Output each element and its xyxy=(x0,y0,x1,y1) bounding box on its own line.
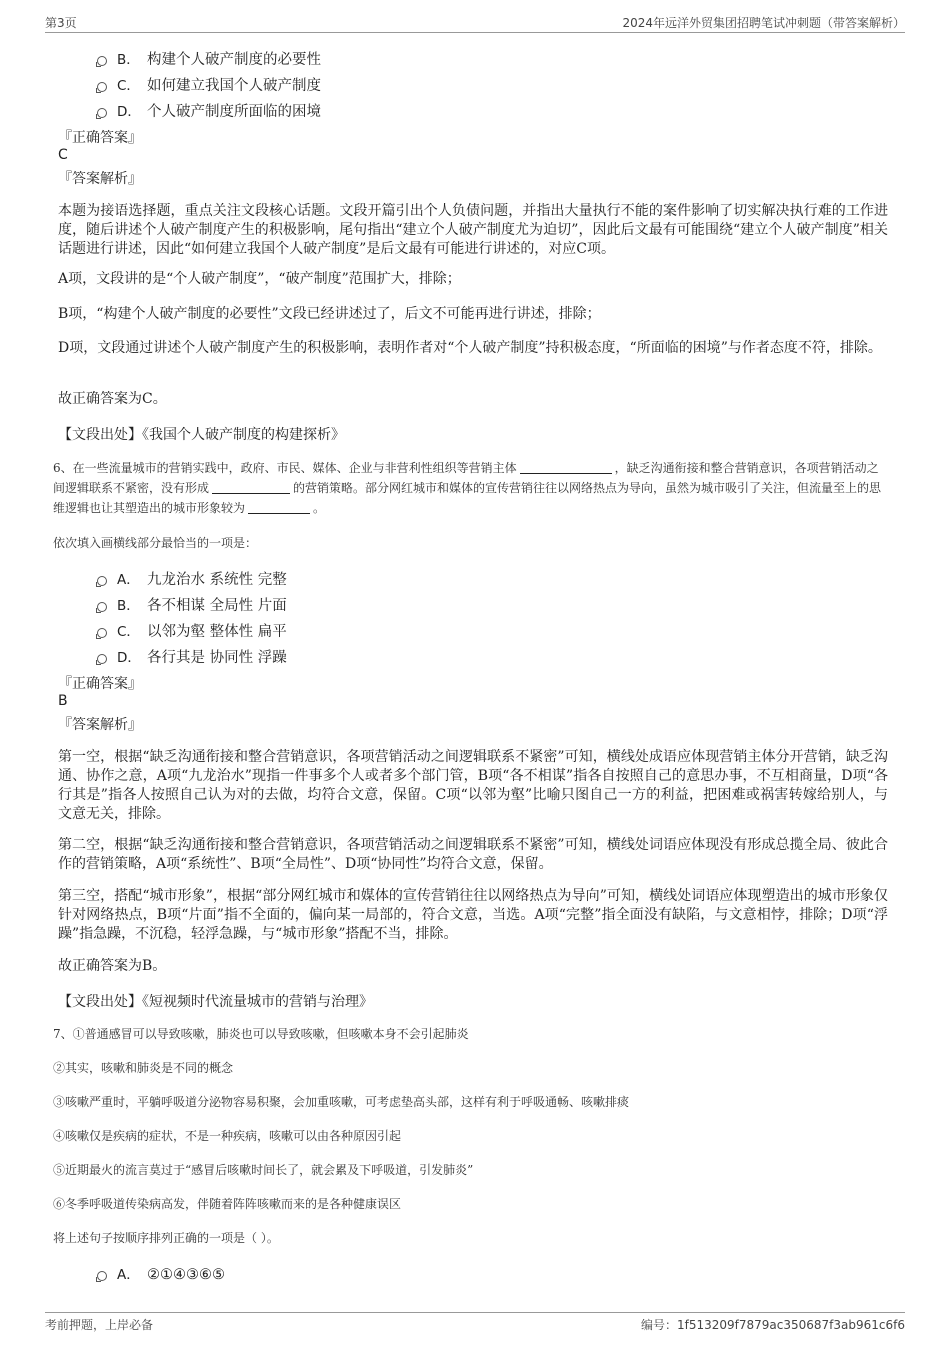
q7-prompt: 将上述句子按顺序排列正确的一项是（ ）。 xyxy=(53,1231,279,1245)
radio-icon[interactable] xyxy=(97,1271,107,1281)
q7-sentence: ⑤近期最火的流言莫过于“感冒后咳嗽时间长了，就会累及下呼吸道，引发肺炎” xyxy=(53,1163,474,1177)
document-title: 2024年远洋外贸集团招聘笔试冲刺题（带答案解析） xyxy=(622,16,905,30)
q5-option-b[interactable]: B． 构建个人破产制度的必要性 xyxy=(97,48,321,69)
q6-prompt: 依次填入画横线部分最恰当的一项是： xyxy=(53,536,258,550)
fill-blank-3 xyxy=(248,501,310,514)
q5-analysis-label: 『答案解析』 xyxy=(58,171,142,187)
q6-source: 【文段出处】《短视频时代流量城市的营销与治理》 xyxy=(58,994,373,1010)
radio-icon[interactable] xyxy=(97,602,107,612)
q5-analysis-paragraph: 本题为接语选择题，重点关注文段核心话题。文段开篇引出个人负债问题，并指出大量执行不能的案件影响了切实解决执行难的工作进度，随后讲述个人破产制度产生的积极影响，尾句指出“建立个人破产制度尤为迫切”，因此后文最有可能围绕“建立个人破产制度”相关话题进行讲述，因此“如何建立我国个人破产制度”是后文最有可能进行讲述的，对应C项。 xyxy=(58,203,888,257)
q6-option-c[interactable]: C． 以邻为壑 整体性 扁平 xyxy=(97,620,287,641)
page-footer xyxy=(45,1312,905,1335)
radio-icon[interactable] xyxy=(97,628,107,638)
q5-answer: C xyxy=(58,147,68,163)
q7-option-a[interactable]: A． ②①④③⑥⑤ xyxy=(97,1263,225,1283)
page-header xyxy=(45,14,905,33)
q6-analysis-label: 『答案解析』 xyxy=(58,717,142,733)
q6-option-d[interactable]: D． 各行其是 协同性 浮躁 xyxy=(97,646,287,667)
q5-analysis-paragraph: B项，“构建个人破产制度的必要性”文段已经讲述过了，后文不可能再进行讲述，排除； xyxy=(58,306,601,322)
q7-sentence: ⑥冬季呼吸道传染病高发，伴随着阵阵咳嗽而来的是各种健康误区 xyxy=(53,1197,402,1211)
radio-icon[interactable] xyxy=(97,82,107,92)
q7-sentence: ④咳嗽仅是疾病的症状，不是一种疾病，咳嗽可以由各种原因引起 xyxy=(53,1129,402,1143)
q6-option-b[interactable]: B． 各不相谋 全局性 片面 xyxy=(97,594,287,615)
q5-option-d[interactable]: D． 个人破产制度所面临的困境 xyxy=(97,100,321,121)
radio-icon[interactable] xyxy=(97,654,107,664)
q5-analysis-paragraph: D项，文段通过讲述个人破产制度产生的积极影响，表明作者对“个人破产制度”持积极态度，“所面临的困境”与作者态度不符，排除。 xyxy=(58,340,882,356)
fill-blank-1 xyxy=(520,461,612,474)
q6-answer-label: 『正确答案』 xyxy=(58,676,142,692)
q5-option-c[interactable]: C． 如何建立我国个人破产制度 xyxy=(97,74,321,95)
document-id: 编号：1f513209f7879ac350687f3ab961c6f6 xyxy=(640,1318,905,1332)
footer-slogan: 考前押题，上岸必备 xyxy=(45,1318,154,1332)
q6-analysis-paragraph: 第二空，根据“缺乏沟通衔接和整合营销意识，各项营销活动之间逻辑联系不紧密”可知，横线处词语应体现没有形成总揽全局、彼此合作的营销策略，A项“系统性”、B项“全局性”、D项“协同性”均符合文意，保留。 xyxy=(58,837,888,872)
q7-sentence: 7、①普通感冒可以导致咳嗽，肺炎也可以导致咳嗽，但咳嗽本身不会引起肺炎 xyxy=(53,1027,469,1041)
radio-icon[interactable] xyxy=(97,576,107,586)
q6-analysis-paragraph: 第三空，搭配“城市形象”，根据“部分网红城市和媒体的宣传营销往往以网络热点为导向”可知，横线处词语应体现塑造出的城市形象仅针对网络热点，B项“片面”指不全面的，偏向某一局部的，符合文意，当选。A项“完整”指全面没有缺陷，与文意相悖，排除；D项“浮躁”指急躁，不沉稳，轻浮急躁，与“城市形象”搭配不当，排除。 xyxy=(58,888,888,942)
q5-source: 【文段出处】《我国个人破产制度的构建探析》 xyxy=(58,427,345,443)
q6-analysis-paragraph: 故正确答案为B。 xyxy=(58,958,167,974)
fill-blank-2 xyxy=(212,481,290,494)
page-number: 第3页 xyxy=(45,16,77,30)
radio-icon[interactable] xyxy=(97,56,107,66)
q5-analysis-paragraph: 故正确答案为C。 xyxy=(58,391,167,407)
q6-analysis-paragraph: 第一空，根据“缺乏沟通衔接和整合营销意识，各项营销活动之间逻辑联系不紧密”可知，横线处成语应体现营销主体分开营销，缺乏沟通、协作之意，A项“九龙治水”现指一件事多个人或者多个部门管，B项“各不相谋”指各自按照自己的意思办事，不互相商量，D项“各行其是”指各人按照自己认为对的去做，均符合文意，保留。C项“以邻为壑”比喻只图自己一方的利益，把困难或祸害转嫁给别人，与文意无关，排除。 xyxy=(58,749,888,822)
q6-stem: 6、在一些流量城市的营销实践中，政府、市民、媒体、企业与非营利性组织等营销主体 ，缺乏沟通衔接和整合营销意识，各项营销活动之间逻辑联系不紧密，没有形成 的营销策略。部分网红城市和媒体的宣传营销往往以网络热点为导向，虽然为城市吸引了关注，但流量至上的思维逻辑也让其塑造出的城市形象较为 。 xyxy=(53,461,882,515)
radio-icon[interactable] xyxy=(97,108,107,118)
q7-sentence: ③咳嗽严重时，平躺呼吸道分泌物容易积聚，会加重咳嗽，可考虑垫高头部，这样有利于呼吸通畅、咳嗽排痰 xyxy=(53,1095,630,1109)
q6-option-a[interactable]: A． 九龙治水 系统性 完整 xyxy=(97,568,287,589)
q7-sentence: ②其实，咳嗽和肺炎是不同的概念 xyxy=(53,1061,234,1075)
q5-analysis-paragraph: A项，文段讲的是“个人破产制度”，“破产制度”范围扩大，排除； xyxy=(58,271,461,287)
q5-answer-label: 『正确答案』 xyxy=(58,130,142,146)
q6-answer: B xyxy=(58,693,68,709)
